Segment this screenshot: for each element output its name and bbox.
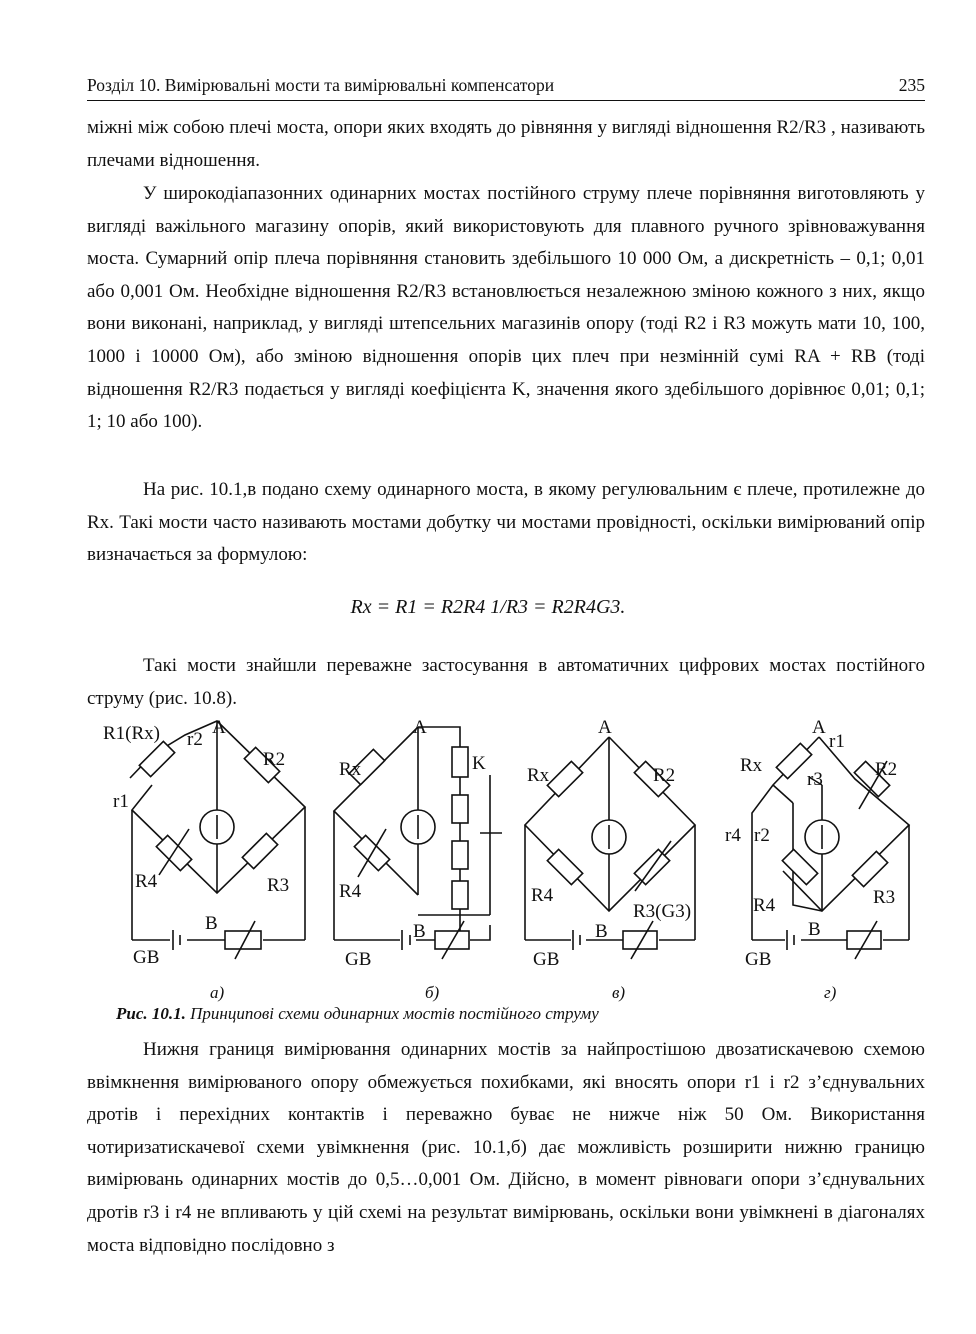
label-b-K: K (472, 753, 486, 774)
label-a-R2: R2 (263, 749, 286, 770)
label-b-A: A (413, 717, 427, 738)
panel-label-a: а) (210, 983, 225, 1002)
label-d-R3: R3 (873, 887, 896, 908)
label-d-B: B (808, 919, 821, 940)
label-c-R4: R4 (531, 885, 554, 906)
header-title: Розділ 10. Вимірювальні мости та вимірювальні компенсатори (87, 75, 555, 95)
paragraph-5: Нижня границя вимірювання одинарних мостів за найпростішою двозатискачевою схемою ввімкнення вимірюваного опору обмежується похибками, які вносять опори r1 і r2 з’єднувальних дротів і перехідних контактів і переважно буває не нижче ніж 50 Ом. Використання чотиризатискачевої схеми увімкнення (рис. 10.1,б) дає можливість розширити нижню границю вимірювань одинарних мостів до 0,5…0,001 Ом. Дійсно, в момент рівноваги опори з’єднувальних дротів r3 і r4 не впливають у цій схемі на результат вимірювань, оскільки вони увімкнені в діагоналях моста відповідно послідовно з (87, 1039, 925, 1256)
paragraph-2: У широкодіапазонних одинарних мостах постійного струму плече порівняння виготовляють у вигляді важільного магазину опорів, який використовують для плавного ручного зрівноважування моста. Сумарний опір плеча порівняння становить здебільшого 10 000 Ом, а дискретність – 0,1; 0,01 або 0,001 Ом. Необхідне відношення R2/R3 встановлюється незалежною зміною кожного з них, якщо вони виконані, наприклад, у вигляді штепсельних магазинів опору (тоді R2 і R3 можуть мати 10, 100, 1000 і 10000 Ом), або зміною відношення опорів цих плеч при незмінній сумі RA + RB (тоді відношення R2/R3 подається у вигляді коефіцієнта K, значення якого здебільшого дорівнює 0,01; 0,1; 1; 10 або 100). (87, 183, 925, 433)
paragraph-3: На рис. 10.1,в подано схему одинарного моста, в якому регулювальним є плече, протилежне до Rx. Такі мости часто називають мостами добутку чи мостами провідності, оскільки вимірюваний опір визначається за формулою: (87, 479, 925, 566)
label-c-B: B (595, 921, 608, 942)
label-a-GB: GB (133, 947, 160, 968)
label-a-B: B (205, 913, 218, 934)
label-d-Rx: Rx (740, 755, 763, 776)
label-c-Rx: Rx (527, 765, 550, 786)
label-c-GB: GB (533, 949, 560, 970)
caption-label: Рис. 10.1. (116, 1004, 186, 1023)
label-d-R2: R2 (875, 759, 898, 780)
label-c-R2: R2 (653, 765, 676, 786)
label-d-r3: r3 (807, 769, 823, 790)
figure-caption (116, 1004, 599, 1024)
label-b-R4: R4 (339, 881, 362, 902)
label-d-r4: r4 (725, 825, 741, 846)
label-d-GB: GB (745, 949, 772, 970)
running-header (87, 74, 925, 101)
label-a-r1: r1 (113, 791, 129, 812)
label-b-Rx: Rx (339, 759, 362, 780)
label-b-GB: GB (345, 949, 372, 970)
formula: Rx = R1 = R2R4 1/R3 = R2R4G3. (350, 596, 626, 618)
label-a-R3: R3 (267, 875, 290, 896)
paragraph-4: Такі мости знайшли переважне застосування в автоматичних цифрових мостах постійного струму (рис. 10.8). (87, 655, 925, 709)
label-b-B: B (413, 921, 426, 942)
panel-label-d: г) (824, 983, 837, 1002)
label-d-r1: r1 (829, 731, 845, 752)
label-c-A: A (598, 717, 612, 738)
label-a-R4: R4 (135, 871, 158, 892)
paragraph-1: міжні між собою плечі моста, опори яких входять до рівняння у вигляді відношення R2/R3 , називають плечами відношення. (87, 117, 925, 171)
caption-text: Принципові схеми одинарних мостів постійного струму (190, 1004, 599, 1023)
label-c-R3: R3(G3) (633, 901, 692, 922)
label-d-r2: r2 (754, 825, 770, 846)
page-number: 235 (898, 75, 925, 95)
label-a-A: A (212, 717, 226, 738)
bridge-circuit-figure (95, 715, 925, 985)
panel-label-c: в) (612, 983, 626, 1002)
label-a-r1rx: R1(Rx) (103, 723, 160, 744)
label-d-R4: R4 (753, 895, 776, 916)
label-d-A: A (812, 717, 826, 738)
panel-label-b: б) (425, 983, 440, 1002)
label-a-r2: r2 (187, 729, 203, 750)
